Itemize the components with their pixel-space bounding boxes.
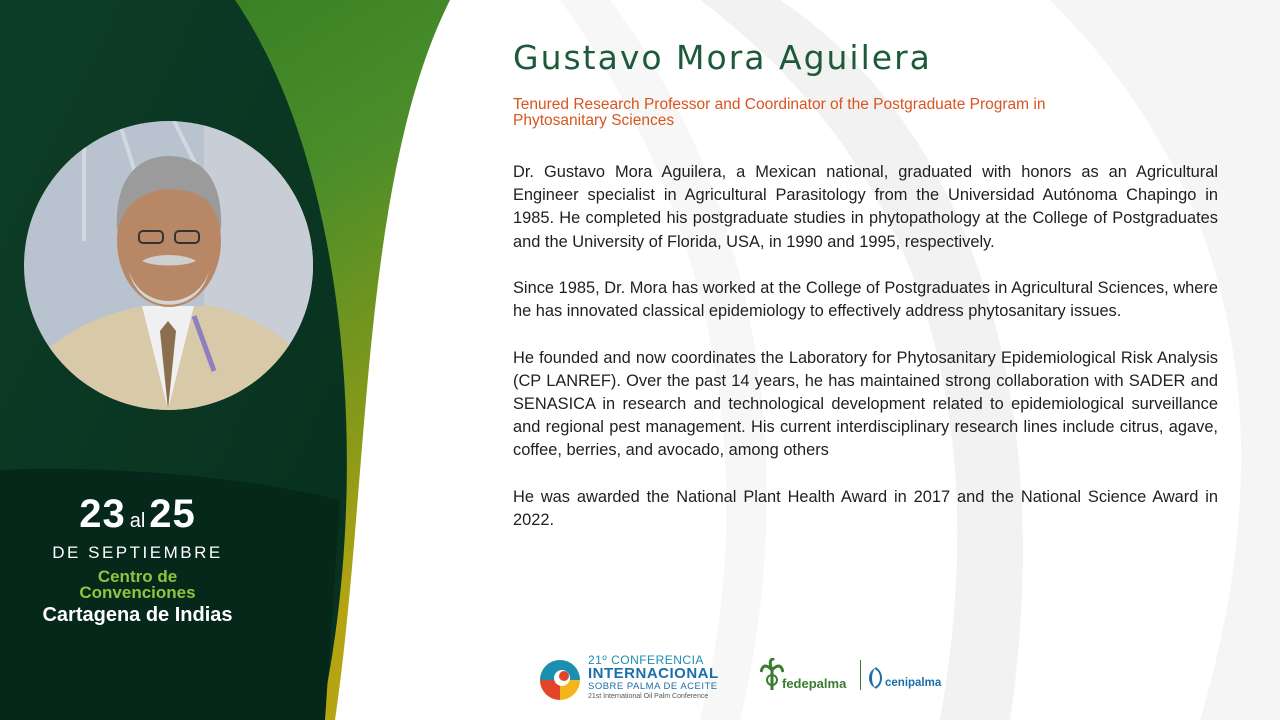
event-month: DE SEPTIEMBRE (52, 543, 223, 562)
fedepalma-text: fedepalma (782, 676, 847, 691)
event-info (0, 492, 275, 627)
conference-english: 21st International Oil Palm Conference (588, 693, 709, 700)
conference-mark-icon (538, 658, 582, 702)
event-dates (0, 492, 275, 543)
event-city: Cartagena de Indias (42, 604, 233, 626)
day-start: 23 (79, 492, 126, 536)
conference-logo (538, 652, 728, 702)
bio-paragraph: He founded and now coordinates the Laboratory for Phytosanitary Epidemiological Risk Analysis (CP LANREF). Over the past 14 years, he has maintained strong collaboration with SADER and SENASICA in research and technological development related to epidemiological surveillance and regional pest management. His current interdisciplinary research lines include citrus, agave, coffee, berries, and avocado, among others (513, 348, 1218, 460)
event-venue: Centro de Convenciones (79, 567, 196, 602)
conference-type: INTERNACIONAL (588, 665, 719, 682)
logo-divider (860, 660, 861, 690)
date-connector: al (129, 510, 146, 532)
speaker-photo (24, 121, 313, 410)
day-end: 25 (149, 492, 196, 536)
bio-paragraph: He was awarded the National Plant Health Award in 2017 and the National Science Award in 2022. (513, 487, 1218, 529)
palm-icon (760, 658, 784, 692)
conference-topic: SOBRE PALMA DE ACEITE (588, 681, 718, 692)
conference-edition: 21º CONFERENCIA (588, 653, 704, 667)
conference-text (588, 654, 738, 701)
cenipalma-text: cenipalma (885, 677, 942, 689)
cenipalma-mark-icon (865, 666, 885, 690)
speaker-role: Tenured Research Professor and Coordinator of the Postgraduate Program in Phytosanitary Sciences (513, 96, 1046, 129)
speaker-bio (513, 161, 1218, 555)
fedepalma-logo (760, 658, 860, 694)
bio-paragraph: Dr. Gustavo Mora Aguilera, a Mexican national, graduated with honors as an Agricultural Engineer specialist in Agricultural Parasitology from the Universidad Autónoma Chapingo in 1985. He completed his postgraduate studies in phytopathology at the College of Postgraduates and the University of Florida, USA, in 1990 and 1995, respectively. (513, 163, 1218, 251)
sponsor-logos (538, 648, 958, 708)
cenipalma-logo (865, 662, 955, 692)
bio-paragraph: Since 1985, Dr. Mora has worked at the College of Postgraduates in Agricultural Sciences, where he has innovated classical epidemiology to effectively address phytosanitary issues. (513, 279, 1218, 321)
speaker-name: Gustavo Mora Aguilera (513, 38, 932, 77)
